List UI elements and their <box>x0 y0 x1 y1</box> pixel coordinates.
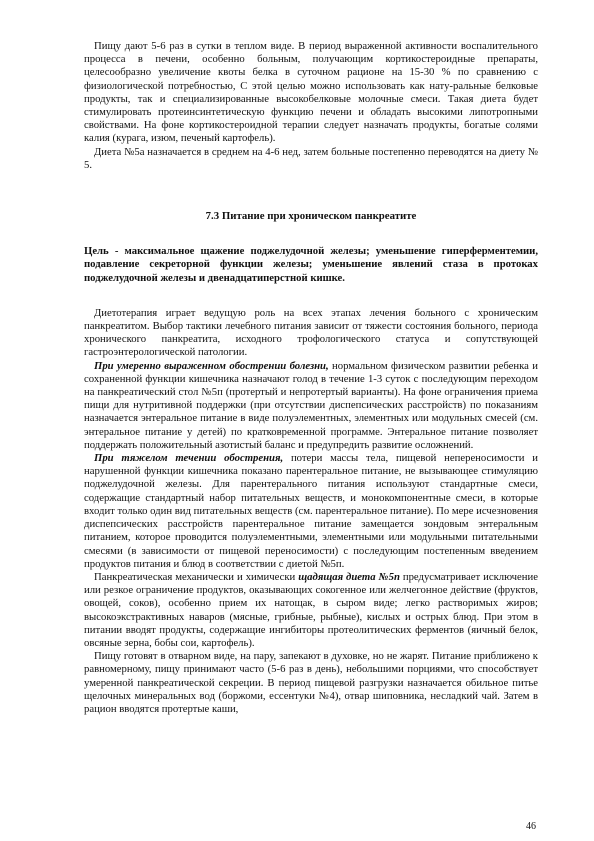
severe-exacerbation-lead: При тяжелом течении обострения, <box>94 452 284 465</box>
moderate-exacerbation-text: нормальном физическом развитии ребенка и сохраненной функции кишечника назначают голод в течение 1-3 суток с последующим переходом на панкреатический стол №5п (протертый и непротертый варианты). На фоне ограничения приема пищи для нутритивной поддержки (при отсутствии диспепсических расстройств) по показаниям назначается энтеральное питание в виде полуэлементных, элементных или модульных смесей (см. энтеральное питание у детей) по кратковременной программе. Энтеральное питание позволяет поддержать положительный азотистый баланс и предупредить развитие осложнений. <box>84 359 538 451</box>
paragraph-severe-exacerbation <box>84 452 538 571</box>
section-goal: Цель - максимальное щажение поджелудочной железы; уменьшение гиперферментемии, подавление секреторной функции железы; уменьшение явлений стаза в протоках поджелудочной железы и двенадцатиперстной кишке. <box>84 245 538 284</box>
spacer <box>84 172 538 210</box>
spacer <box>84 223 538 245</box>
paragraph-diet-5p <box>84 571 538 650</box>
moderate-exacerbation-lead: При умеренно выраженном обострении болезни, <box>94 359 329 372</box>
diet-5p-before: Панкреатическая механически и химически <box>94 570 299 583</box>
section-title: 7.3 Питание при хроническом панкреатите <box>205 210 417 223</box>
paragraph-diet-5a-intro: Пищу дают 5-6 раз в сутки в теплом виде. В период выраженной активности воспалительного процесса в печени, особенно больным, получающим кортикостероидные препараты, целесообразно увеличение квоты белка в суточном рационе на 15-30 % по сравнению с физиологической потребностью, С этой целью можно использовать как нату-ральные белковые продукты, так и специализированные высокобелковые молочные смеси. Такая диета будет стимулировать протеинсинтетическую функцию печени и обладать высокими липотропными свойствами. На фоне кортикостероидной терапии следует назначать продукты, богатые солями калия (курага, изюм, печеный картофель). <box>84 40 538 145</box>
paragraph-diet-5a-duration: Диета №5а назначается в среднем на 4-6 нед, затем больные постепенно переводятся на диету № 5. <box>84 145 538 171</box>
paragraph-moderate-exacerbation <box>84 360 538 452</box>
severe-exacerbation-text: потери массы тела, пищевой непереносимости и нарушенной функции кишечника показано парентеральное питание, не вызывающее стимуляцию поджелудочной железы. Для парентерального питания используют стандартные смеси, содержащие стандартный набор питательных веществ, и монокомпонентные смеси, в которые входит только один вид питательных веществ (см. парентеральное питание). По мере исчезновения диспепсических расстройств парентеральное питание замещается зондовым энтеральным питанием, которое проводится полуэлементными, элементными или модульными питательными смесями (в зависимости от пищевой переносимости) с последующим постепенным введением продуктов питания и блюд в соответствии с диетой №5п. <box>84 452 538 570</box>
diet-5p-emphasis: щадящая диета №5п <box>298 570 400 583</box>
paragraph-dietotherapy: Диетотерапия играет ведущую роль на всех этапах лечения больного с хроническим панкреатитом. Выбор тактики лечебного питания зависит от тяжести состояния больного, периода хронического панкреатита, исходного трофологического статуса и сопутствующей гастроэнтерологической патологии. <box>84 306 538 359</box>
spacer <box>84 285 538 307</box>
page-number: 46 <box>526 821 536 832</box>
paragraph-cooking: Пищу готовят в отварном виде, на пару, запекают в духовке, но не жарят. Питание приближено к равномерному, пищу принимают часто (5-6 раз в день), небольшими порциями, что способствует умеренной панкреатической секреции. В период пищевой разгрузки назначается обильное питье щелочных минеральных вод (боржоми, ессентуки №4), отвар шиповника, несладкий чай. Затем в рацион вводятся протертые каши, <box>84 650 538 715</box>
diet-5p-after: предусматривает исключение или резкое ограничение продуктов, оказывающих сокогенное или желчегонное действие (фруктов, овощей, соков), особенно прием их натощак, в сыром виде; легко растворимых жиров; высокоэкстрактивных наваров (мясные, грибные, рыбные), кислых и острых блюд. При этом в питании вводят продукты, содержащие ингибиторы протеолитических ферментов (яичный белок, овсяные зерна, бобы сои, картофель). <box>84 570 538 649</box>
